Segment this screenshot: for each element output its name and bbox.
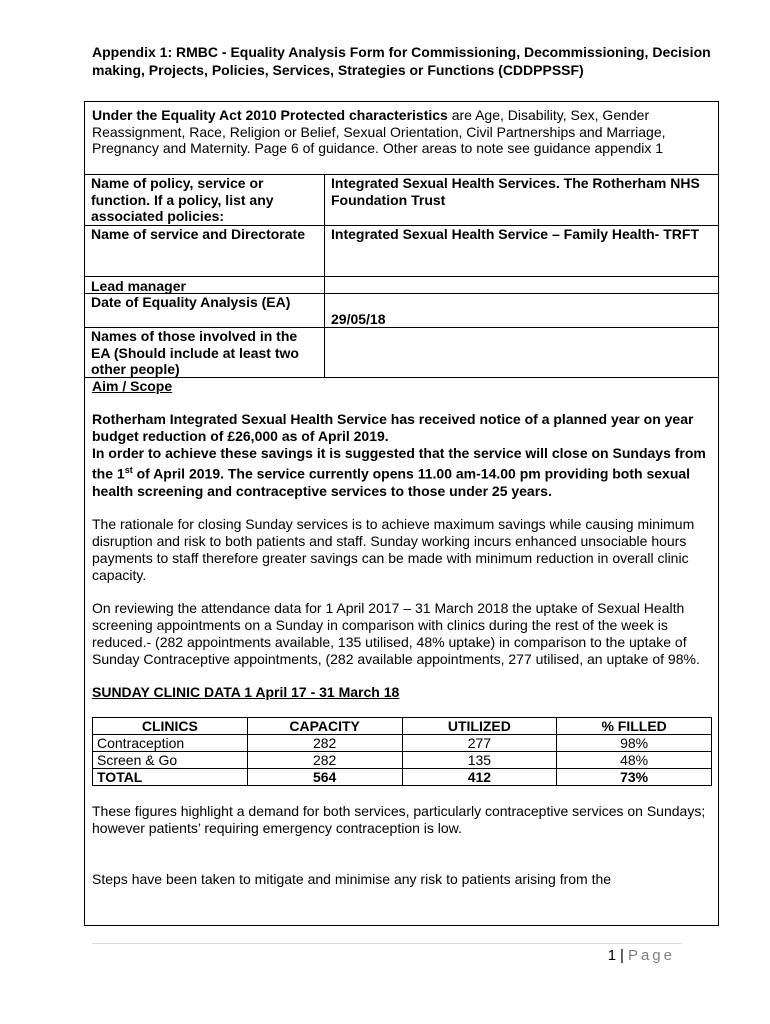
aim-scope-section (92, 378, 711, 904)
aim-paragraph-3: The rationale for closing Sunday services is to achieve maximum savings while causing minimum disruption and risk to both patients and staff. Sunday working incurs enhanced unsociable hours payments to staff therefore greater savings can be made with minimum reduction in overall clinic capacity. (92, 515, 695, 583)
header-utilized: UTILIZED (402, 717, 557, 734)
header-filled: % FILLED (557, 717, 712, 734)
page-footer (608, 947, 675, 964)
table-total-row: TOTAL 564 412 73% (93, 768, 712, 785)
service-value: Integrated Sexual Health Service – Family Health- TRFT (331, 226, 699, 242)
policy-value: Integrated Sexual Health Services. The Rotherham NHS Foundation Trust (331, 175, 700, 208)
equality-analysis-form (84, 101, 719, 926)
policy-label: Name of policy, service or function. If a policy, list any associated policies: (85, 175, 325, 225)
table-header-row (93, 717, 712, 734)
footer-divider (92, 943, 682, 944)
date-label: Date of Equality Analysis (EA) (85, 294, 325, 327)
document-title: Appendix 1: RMBC - Equality Analysis Form for Commissioning, Decommissioning, Decision making, Projects, Policies, Services, Strategies or Functions (CDDPPSSF) (92, 44, 711, 78)
manager-value (325, 277, 718, 293)
policy-row (85, 175, 718, 226)
page-separator: | (620, 947, 624, 964)
manager-row (85, 277, 718, 294)
aim-paragraph-1: Rotherham Integrated Sexual Health Service has received notice of a planned year on year budget reduction of £26,000 as of April 2019. (92, 411, 694, 444)
table-row: Screen & Go 282 135 48% (93, 751, 712, 768)
aim-paragraph-5: These figures highlight a demand for both services, particularly contraceptive services on Sundays; however patients’ requiring emergency contraception is low. (92, 802, 706, 836)
sunday-clinic-table (92, 717, 712, 786)
names-label: Names of those involved in the EA (Should include at least two other people) (85, 328, 325, 377)
header-capacity: CAPACITY (247, 717, 402, 734)
aim-heading: Aim / Scope (92, 378, 173, 394)
table-heading: SUNDAY CLINIC DATA 1 April 17 - 31 March 18 (92, 683, 400, 700)
page-label: Page (627, 947, 675, 964)
intro-bold: Under the Equality Act 2010 Protected characteristics (92, 107, 448, 123)
table-row: Contraception 282 277 98% (93, 734, 712, 751)
intro-row (85, 102, 718, 175)
names-value (325, 328, 718, 377)
header-clinics: CLINICS (93, 717, 248, 734)
aim-paragraph-4: On reviewing the attendance data for 1 April 2017 – 31 March 2018 the uptake of Sexual Health screening appointments on a Sunday in comparison with clinics during the rest of the week is reduced.- (282 appointments available, 135 utilised, 48% uptake) in comparison to the uptake of Sunday Contraceptive appointments, (282 available appointments, 277 utilised, an uptake of 98%. (92, 599, 700, 667)
date-row (85, 294, 718, 328)
date-value: 29/05/18 (331, 311, 386, 327)
service-row (85, 226, 718, 277)
page-number: 1 (607, 947, 617, 964)
manager-label: Lead manager (85, 277, 325, 293)
aim-paragraph-2: In order to achieve these savings it is suggested that the service will close on Sundays from the 1st of April 2019. The service currently opens 11.00 am-14.00 pm providing both sexual health screening and contraceptive services to those under 25 years. (92, 445, 706, 499)
intro-text (85, 102, 718, 162)
aim-paragraph-6: Steps have been taken to mitigate and minimise any risk to patients arising from the (92, 870, 612, 887)
names-row (85, 328, 718, 378)
service-label: Name of service and Directorate (85, 226, 325, 276)
intro-rest: are Age, Disability, Sex, Gender Reassignment, Race, Religion or Belief, Sexual Orientation, Civil Partnerships and Marriage, Pregnancy and Maternity. Page 6 of guidance. Other areas to note see guidance appendix 1 (92, 107, 666, 156)
